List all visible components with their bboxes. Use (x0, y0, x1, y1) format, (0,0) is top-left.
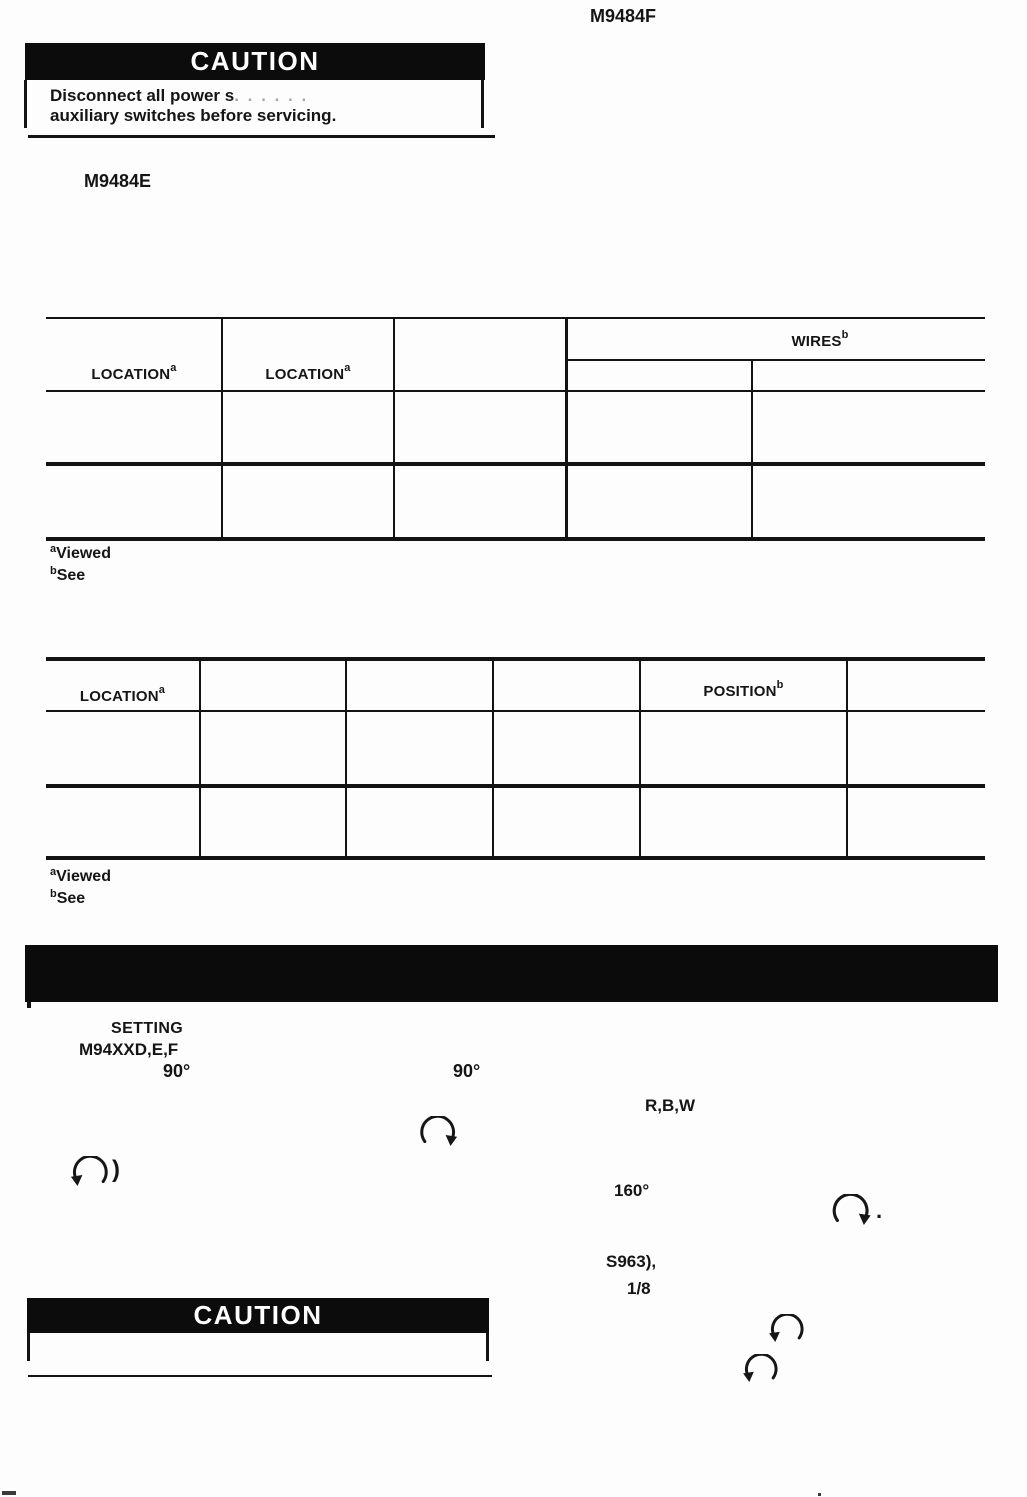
table1-footnote-b: $^b$See (50, 565, 86, 584)
footnote-marker-b: b (776, 679, 784, 691)
table1-col-divider-1 (221, 317, 223, 541)
table2-col-divider-1 (199, 657, 201, 860)
table1-col-divider-2 (393, 317, 395, 541)
table1-bottom-border (46, 537, 985, 541)
code-s963: S963), (606, 1252, 657, 1271)
table1-location2-header: LOCATION a (265, 362, 351, 383)
wire-colors: R,B,W (645, 1096, 696, 1115)
caution-top-header: CAUTION (25, 43, 485, 80)
setting-label: SETTING (111, 1020, 184, 1037)
caution-top-right-border (481, 80, 484, 128)
table2-footnote-b: $^b$See (50, 888, 86, 907)
table1-footnote-a: $^a$Viewed (50, 543, 111, 562)
faded-scan-text: . . . . . . (234, 86, 309, 105)
section-header-banner (25, 945, 998, 1002)
footnote-marker-a: a (170, 362, 177, 374)
table2-top-border (46, 657, 985, 661)
caution-top-line1: Disconnect all power s. . . . . . (50, 86, 309, 105)
table1-wires-sub-divider (751, 359, 753, 541)
fraction-one-eighth: 1/8 (627, 1279, 651, 1298)
table2-col-divider-3 (492, 657, 494, 860)
caution-bottom-header: CAUTION (27, 1298, 489, 1333)
scan-artifact (818, 1493, 821, 1496)
rotate-counterclockwise-arrow-icon (66, 1156, 112, 1186)
model-list: M94XXD,E,F (79, 1040, 179, 1059)
footnote-marker-b: b (841, 329, 849, 341)
table2-row-divider (46, 784, 985, 788)
table1-top-border (46, 317, 985, 319)
table2-location-header: LOCATION a (79, 684, 166, 705)
angle-90-left: 90° (163, 1061, 191, 1081)
footnote-marker-b: b (50, 888, 57, 900)
caution-bottom-right-border (486, 1333, 489, 1361)
table2-col-divider-2 (345, 657, 347, 860)
rotate-clockwise-arrow-icon (416, 1116, 462, 1146)
model-code-m9484e: M9484E (84, 171, 152, 191)
table1-wires-subheader-line (567, 359, 985, 361)
table2-bottom-border (46, 856, 985, 860)
footnote-marker-a: a (50, 543, 57, 555)
table1-header-line (46, 390, 985, 392)
caution-bottom-rule (28, 1375, 492, 1377)
table1-row-divider (46, 462, 985, 466)
rotate-counterclockwise-arrow-icon (738, 1354, 782, 1382)
footnote-marker-a: a (344, 362, 351, 374)
scan-artifact (2, 1491, 16, 1495)
rotate-counterclockwise-arrow-icon (764, 1314, 808, 1342)
caution-bottom-left-border (27, 1333, 30, 1361)
rotate-clockwise-arrow-icon (828, 1194, 876, 1225)
table2-footnote-a: $^a$Viewed (50, 866, 111, 885)
caution-top-rule (28, 135, 495, 138)
table1-col-divider-3 (565, 317, 568, 541)
caution-top-left-border (24, 80, 27, 128)
footnote-marker-b: b (50, 565, 57, 577)
table2-position-header: POSITION b (703, 679, 784, 700)
angle-160: 160° (614, 1181, 650, 1200)
table2-header-line (46, 710, 985, 712)
caution-top-line2: auxiliary switches before servicing. (50, 106, 337, 125)
scan-artifact (27, 1002, 31, 1008)
table1-location1-header: LOCATION a (91, 362, 177, 383)
paren-fragment: ) (112, 1156, 120, 1183)
table1-wires-header: WIRES b (791, 329, 849, 350)
footnote-marker-a: a (50, 866, 57, 878)
angle-90-right: 90° (453, 1061, 481, 1081)
period-fragment: . (876, 1198, 883, 1223)
model-code-m9484f: M9484F (590, 6, 657, 26)
footnote-marker-a: a (158, 684, 166, 696)
